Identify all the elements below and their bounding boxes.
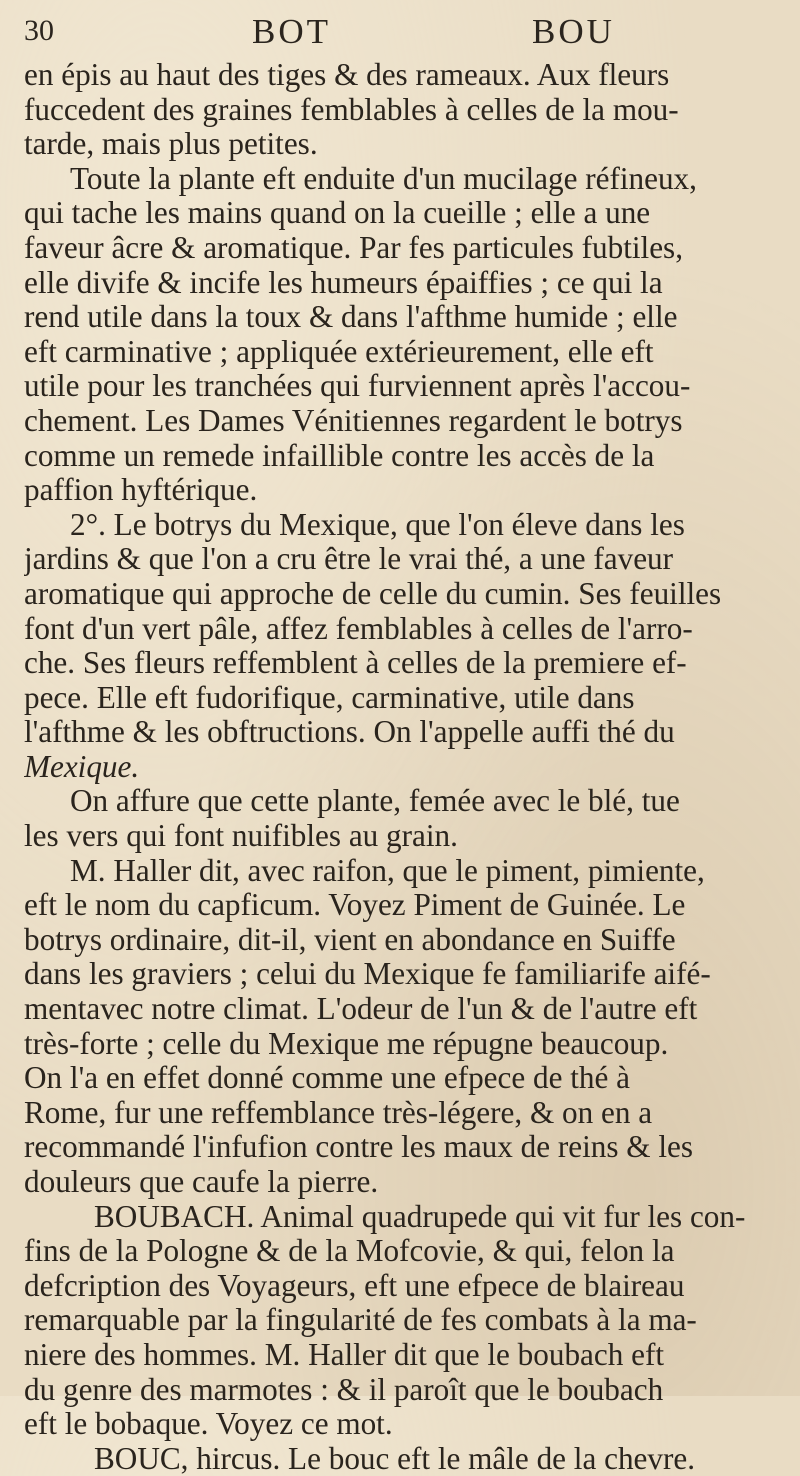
text-line: utile pour les tranchées qui furviennent après l'accou- [24, 369, 691, 404]
text-line: eft carminative ; appliquée extérieurement, elle eft [24, 334, 654, 369]
text-line: les vers qui font nuifibles au grain. [24, 819, 458, 854]
text-line: BOUC, hircus. Le bouc eft le mâle de la chevre. [94, 1441, 695, 1476]
text-line: BOUBACH. Animal quadrupede qui vit fur les con- [94, 1199, 746, 1234]
text-line: Mexique. [24, 749, 140, 784]
text-line: che. Ses fleurs reffemblent à celles de la premiere ef- [24, 646, 687, 681]
text-line: 2°. Le botrys du Mexique, que l'on éleve dans les [70, 507, 685, 542]
text-line: pece. Elle eft fudorifique, carminative, utile dans [24, 680, 635, 715]
text-line: On l'a en effet donné comme une efpece de thé à [24, 1061, 630, 1096]
text-line: en épis au haut des tiges & des rameaux. Aux fleurs [24, 58, 670, 92]
text-line: niere des hommes. M. Haller dit que le boubach eft [24, 1337, 665, 1372]
text-line: rend utile dans la toux & dans l'afthme humide ; elle [24, 300, 678, 335]
text-line: font d'un vert pâle, affez femblables à celles de l'arro- [24, 611, 693, 646]
running-head-left: BOT [252, 12, 331, 51]
text-line: chement. Les Dames Vénitiennes regardent le botrys [24, 403, 683, 438]
page-header [24, 8, 776, 58]
text-line: botrys ordinaire, dit-il, vient en abondance en Suiffe [24, 922, 676, 957]
text-line: douleurs que caufe la pierre. [24, 1165, 379, 1199]
text-line: eft le bobaque. Voyez ce mot. [24, 1407, 393, 1442]
text-line: qui tache les mains quand on la cueille ; elle a une [24, 196, 651, 231]
text-line: M. Haller dit, avec raifon, que le piment, pimiente, [70, 853, 705, 888]
body-text [24, 58, 776, 1476]
text-line: recommandé l'infufion contre les maux de reins & les [24, 1130, 694, 1165]
text-line: mentavec notre climat. L'odeur de l'un & de l'autre eft [24, 992, 698, 1027]
text-line: elle divife & incife les humeurs épaiffies ; ce qui la [24, 265, 663, 300]
text-line: fins de la Pologne & de la Mofcovie, & qui, felon la [24, 1234, 675, 1269]
text-line: du genre des marmotes : & il paroît que le boubach [24, 1372, 664, 1407]
text-line: comme un remede infaillible contre les accès de la [24, 438, 655, 473]
text-line: eft le nom du capficum. Voyez Piment de Guinée. Le [24, 888, 686, 923]
text-line: defcription des Voyageurs, eft une efpece de blaireau [24, 1268, 685, 1303]
text-line: jardins & que l'on a cru être le vrai thé, a une faveur [24, 542, 674, 577]
text-line: très-forte ; celle du Mexique me répugne beaucoup. [24, 1026, 669, 1061]
text-line: dans les graviers ; celui du Mexique fe familiarife aifé- [24, 957, 711, 992]
text-line: tarde, mais plus petites. [24, 127, 318, 162]
text-line: Toute la plante eft enduite d'un mucilage réfineux, [70, 161, 697, 196]
text-line: aromatique qui approche de celle du cumin. Ses feuilles [24, 576, 722, 611]
text-line: fuccedent des graines femblables à celles de la mou- [24, 92, 679, 127]
page-number: 30 [24, 14, 54, 47]
text-line: On affure que cette plante, femée avec le blé, tue [70, 784, 680, 819]
text-line: remarquable par la fingularité de fes combats à la ma- [24, 1303, 697, 1338]
text-line: Rome, fur une reffemblance très-légere, & on en a [24, 1095, 653, 1130]
text-line: l'afthme & les obftructions. On l'appelle auffi thé du [24, 715, 675, 750]
text-line: paffion hyftérique. [24, 473, 258, 508]
text-line: faveur âcre & aromatique. Par fes particules fubtiles, [24, 230, 683, 265]
running-head-right: BOU [532, 12, 615, 51]
